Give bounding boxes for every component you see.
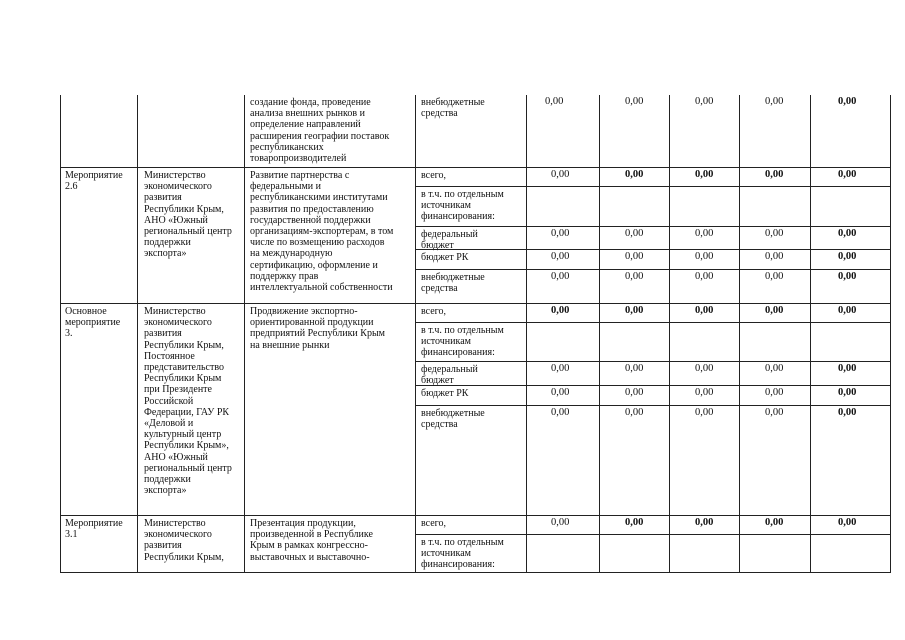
event-3-1-name: Мероприятие 3.1 [65, 518, 123, 541]
event-2-6-fed-v1: 0,00 [551, 228, 570, 239]
event-2-6-fed-v5: 0,00 [838, 228, 857, 239]
event-2-6-extra-v4: 0,00 [765, 271, 784, 282]
event-2-6-fed-v2: 0,00 [625, 228, 644, 239]
subrow-divider [415, 269, 890, 270]
event-2-6-total-v5: 0,00 [838, 169, 857, 180]
subrow-divider [415, 385, 890, 386]
event-2-6-fed-v4: 0,00 [765, 228, 784, 239]
cont-value-5: 0,00 [838, 96, 857, 107]
subrow-divider [415, 405, 890, 406]
subrow-divider [415, 322, 890, 323]
event-2-6-total-v3: 0,00 [695, 169, 714, 180]
event-3-executor: Министерство экономического развития Республики Крым, Постоянное представительство Республики Крым при Президенте Российской Федерации, ГАУ РК «Деловой и культурный центр Республики Крым», АНО «Южный региональный центр поддержки экспорта» [144, 306, 232, 497]
event-3-source-extra: внебюджетные средства [421, 408, 485, 431]
event-3-1-total-v2: 0,00 [625, 517, 644, 528]
event-3-1-total-v5: 0,00 [838, 517, 857, 528]
event-2-6-total-v1: 0,00 [551, 169, 570, 180]
event-3-fed-v5: 0,00 [838, 363, 857, 374]
event-2-6-total-v2: 0,00 [625, 169, 644, 180]
event-2-6-source-split: в т.ч. по отдельным источникам финансирования: [421, 189, 504, 223]
event-2-6-rk-v2: 0,00 [625, 251, 644, 262]
event-3-total-v3: 0,00 [695, 305, 714, 316]
cont-value-3: 0,00 [695, 96, 714, 107]
cont-value-4: 0,00 [765, 96, 784, 107]
event-2-6-source-extra: внебюджетные средства [421, 272, 485, 295]
event-2-6-content: Развитие партнерства с федеральными и республиканскими институтами развития по предоставлению государственной поддержки организациям-экспортерам, в том числе по возмещению расходов на международную сертификацию, оформление и поддержку прав интеллектуальной собственности [250, 170, 394, 294]
event-3-total-v1: 0,00 [551, 305, 570, 316]
event-3-source-rk: бюджет РК [421, 388, 469, 399]
event-2-6-source-fed: федеральный бюджет [421, 229, 478, 252]
event-2-6-total-v4: 0,00 [765, 169, 784, 180]
event-3-rk-v4: 0,00 [765, 387, 784, 398]
event-3-source-total: всего, [421, 306, 447, 317]
subrow-divider [415, 226, 890, 227]
event-3-total-v5: 0,00 [838, 305, 857, 316]
subrow-divider [415, 534, 890, 535]
subrow-divider [415, 186, 890, 187]
event-3-1-executor: Министерство экономического развития Республики Крым, [144, 518, 224, 563]
event-2-6-rk-v4: 0,00 [765, 251, 784, 262]
event-2-6-rk-v1: 0,00 [551, 251, 570, 262]
event-2-6-extra-v5: 0,00 [838, 271, 857, 282]
subrow-divider [415, 361, 890, 362]
event-3-fed-v2: 0,00 [625, 363, 644, 374]
event-3-extra-v1: 0,00 [551, 407, 570, 418]
cont-source: внебюджетные средства [421, 97, 485, 120]
event-3-source-fed: федеральный бюджет [421, 364, 478, 387]
event-3-1-source-split: в т.ч. по отдельным источникам финансирования: [421, 537, 504, 571]
event-2-6-extra-v2: 0,00 [625, 271, 644, 282]
event-3-name: Основное мероприятие 3. [65, 306, 121, 340]
event-2-6-source-total: всего, [421, 170, 447, 181]
cont-value-2: 0,00 [625, 96, 644, 107]
row-divider [61, 515, 890, 516]
event-3-rk-v3: 0,00 [695, 387, 714, 398]
event-2-6-source-rk: бюджет РК [421, 252, 469, 263]
event-3-content: Продвижение экспортно- ориентированной продукции предприятий Республики Крым на внешние рынки [250, 306, 386, 351]
event-2-6-extra-v1: 0,00 [551, 271, 570, 282]
event-3-extra-v2: 0,00 [625, 407, 644, 418]
subrow-divider [415, 249, 890, 250]
row-divider [61, 167, 890, 168]
event-3-extra-v3: 0,00 [695, 407, 714, 418]
event-3-1-source-total: всего, [421, 518, 447, 529]
event-3-source-split: в т.ч. по отдельным источникам финансирования: [421, 325, 504, 359]
event-3-extra-v4: 0,00 [765, 407, 784, 418]
event-3-1-total-v1: 0,00 [551, 517, 570, 528]
event-3-rk-v2: 0,00 [625, 387, 644, 398]
event-3-total-v4: 0,00 [765, 305, 784, 316]
event-3-rk-v1: 0,00 [551, 387, 570, 398]
event-2-6-fed-v3: 0,00 [695, 228, 714, 239]
event-3-1-total-v3: 0,00 [695, 517, 714, 528]
event-3-extra-v5: 0,00 [838, 407, 857, 418]
budget-table [60, 95, 891, 573]
event-3-fed-v1: 0,00 [551, 363, 570, 374]
event-2-6-name: Мероприятие 2.6 [65, 170, 123, 193]
event-3-1-total-v4: 0,00 [765, 517, 784, 528]
row-divider [61, 303, 890, 304]
event-3-total-v2: 0,00 [625, 305, 644, 316]
cont-value-1: 0,00 [545, 96, 564, 107]
cont-content: создание фонда, проведение анализа внешних рынков и определение направлений расширения географии поставок республиканских товаропроизводителей [250, 97, 390, 165]
event-2-6-executor: Министерство экономического развития Республики Крым, АНО «Южный региональный центр поддержки экспорта» [144, 170, 232, 260]
event-3-rk-v5: 0,00 [838, 387, 857, 398]
event-3-fed-v4: 0,00 [765, 363, 784, 374]
event-2-6-extra-v3: 0,00 [695, 271, 714, 282]
event-2-6-rk-v5: 0,00 [838, 251, 857, 262]
event-2-6-rk-v3: 0,00 [695, 251, 714, 262]
event-3-1-content: Презентация продукции, произведенной в Республике Крым в рамках конгрессно- выставочных и выставочно- [250, 518, 373, 563]
event-3-fed-v3: 0,00 [695, 363, 714, 374]
